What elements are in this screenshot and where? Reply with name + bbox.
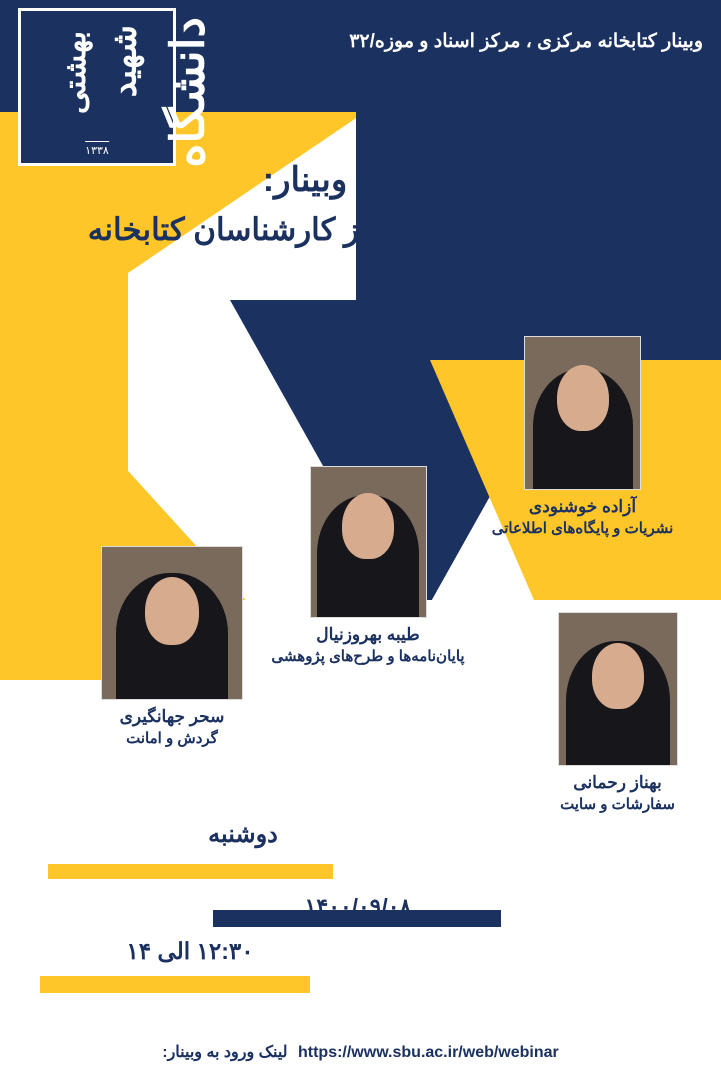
speaker-role-behnaz: سفارشات و سایت (560, 795, 675, 813)
speaker-card-tayebe (268, 466, 468, 667)
logo-word-shahid: شهید (105, 25, 143, 98)
schedule-date: ۱۴۰۰/۰۹/۰۸ (304, 894, 412, 919)
speaker-name-tayebe: طیبه بهروزنیال (316, 625, 420, 644)
schedule-day: دوشنبه (208, 821, 278, 848)
webinar-title-label: عنوان وبینار: (262, 161, 440, 199)
speaker-name-behnaz: بهناز رحمانی (573, 773, 662, 792)
logo-word-university: دانشگاه (162, 17, 214, 168)
footer-link-row (0, 1042, 721, 1062)
speaker-name-azadeh: آزاده خوشنودی (528, 497, 637, 516)
speaker-photo-behnaz (558, 612, 678, 766)
logo-inner (21, 11, 214, 168)
webinar-title-text: پرسش از شما، پاسخ از کارشناسان کتابخانه (87, 212, 645, 247)
logo-word-beheshti: بهشتی (59, 31, 92, 114)
speaker-card-behnaz (520, 612, 715, 815)
speaker-role-tayebe: پایان‌نامه‌ها و طرح‌های پژوهشی (271, 647, 465, 665)
speaker-card-sahar (82, 546, 262, 749)
speaker-photo-tayebe (310, 466, 427, 618)
speaker-role-azadeh: نشریات و پایگاه‌های اطلاعاتی (491, 519, 674, 537)
speaker-photo-sahar (101, 546, 243, 700)
decorative-bar-time (40, 976, 310, 993)
webinar-title-block (21, 160, 721, 248)
schedule-time: ۱۲:۳۰ الی ۱۴ (126, 938, 254, 964)
speaker-role-sahar: گردش و امانت (126, 729, 218, 747)
header-title: وبینار کتابخانه مرکزی ، مرکز اسناد و موزه/۳۲ (349, 31, 703, 52)
speaker-card-azadeh (490, 336, 675, 539)
webinar-url[interactable]: https://www.sbu.ac.ir/web/webinar (297, 1044, 559, 1061)
logo-founding-year: ۱۳۳۸ (85, 141, 109, 157)
speaker-photo-azadeh (524, 336, 641, 490)
footer-label: لینک ورود به وبینار: (162, 1044, 288, 1061)
speaker-name-sahar: سحر جهانگیری (119, 707, 225, 726)
decorative-bar-day (48, 864, 333, 879)
university-logo (18, 8, 214, 168)
